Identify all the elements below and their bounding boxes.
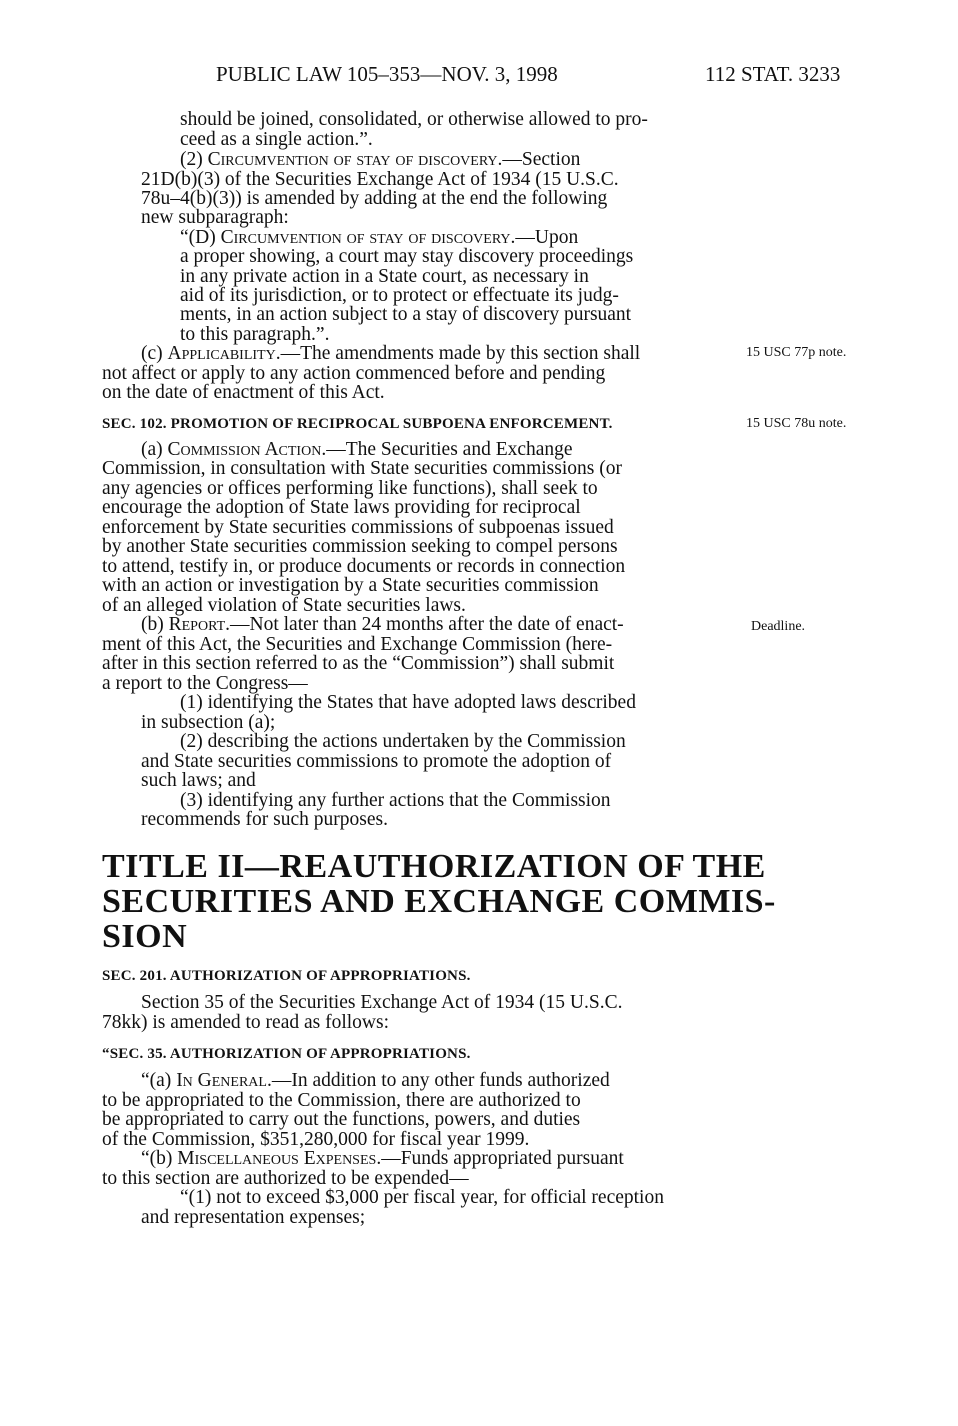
text-span: (2) [180,149,208,170]
text-line: of an alleged violation of State securities laws. [102,595,466,616]
subsection-b-heading [141,615,624,635]
title-heading-line-2: SECURITIES AND EXCHANGE COMMIS- [102,883,776,920]
text-line: a proper showing, a court may stay discovery proceedings [180,246,634,267]
text-line: recommends for such purposes. [141,809,388,830]
text-line: ments, in an action subject to a stay of discovery pursuant [180,304,632,325]
text-line: encourage the adoption of State laws providing for reciprocal [102,497,581,518]
text-span: .—The Securities and Exchange [321,439,573,460]
running-header-page: 112 STAT. 3233 [705,62,841,86]
text-line: and representation expenses; [141,1207,366,1228]
title-heading-line-3: SION [102,918,188,955]
section-201-heading: SEC. 201. AUTHORIZATION OF APPROPRIATIONS. [102,968,471,984]
text-line: be appropriated to carry out the functions, powers, and duties [102,1109,581,1130]
subsection-caption: In General [176,1070,267,1091]
text-span: “(a) [141,1070,177,1091]
paragraph-caption: Circumvention of stay of discovery [207,149,498,170]
text-span: .—Section [497,149,581,170]
text-line: in any private action in a State court, as necessary in [180,266,589,287]
subsection-caption: Applicability [167,343,276,364]
subparagraph-d-heading [180,228,578,248]
subsection-a-general-heading [141,1071,610,1091]
text-line: any agencies or offices performing like functions), shall seek to [102,478,598,499]
text-line: on the date of enactment of this Act. [102,382,385,403]
text-line: ment of this Act, the Securities and Exchange Commission (here- [102,634,613,655]
text-line: new subparagraph: [141,207,289,228]
subsection-b-expenses-heading [141,1149,624,1169]
text-line: (2) describing the actions undertaken by the Commission [180,731,626,752]
text-line: of the Commission, $351,280,000 for fiscal year 1999. [102,1129,530,1150]
text-line: and State securities commissions to promote the adoption of [141,751,612,772]
section-35-heading: “SEC. 35. AUTHORIZATION OF APPROPRIATIONS. [102,1046,471,1062]
text-line: such laws; and [141,770,256,791]
text-line: with an action or investigation by a State securities commission [102,575,599,596]
subsection-caption: Report [168,614,226,635]
text-span: (c) [141,343,168,364]
text-line: to attend, testify in, or produce documents or records in connection [102,556,626,577]
text-line: “(1) not to exceed $3,000 per fiscal year, for official reception [180,1187,664,1208]
text-line: to be appropriated to the Commission, there are authorized to [102,1090,581,1111]
text-span: .—The amendments made by this section shall [275,343,641,364]
text-line: Commission, in consultation with State securities commissions (or [102,458,622,479]
text-line: aid of its jurisdiction, or to protect or effectuate its judg- [180,285,619,306]
subsection-a-heading [141,440,573,460]
text-line: (3) identifying any further actions that the Commission [180,790,611,811]
subsection-c-heading [141,344,640,364]
text-line: to this section are authorized to be expended— [102,1168,469,1189]
text-line: a report to the Congress— [102,673,308,694]
margin-note-deadline: Deadline. [751,619,806,634]
text-line: after in this section referred to as the “Commission”) shall submit [102,653,615,674]
margin-note-usc-78u: 15 USC 78u note. [746,416,847,431]
text-line: Section 35 of the Securities Exchange Act of 1934 (15 U.S.C. [141,992,623,1013]
title-heading-line-1: TITLE II—REAUTHORIZATION OF THE [102,848,766,885]
text-line: not affect or apply to any action commenced before and pending [102,363,606,384]
text-line: in subsection (a); [141,712,276,733]
section-102-heading: SEC. 102. PROMOTION OF RECIPROCAL SUBPOENA ENFORCEMENT. [102,416,613,432]
subparagraph-caption: Circumvention of stay of discovery [220,227,511,248]
running-header-citation: PUBLIC LAW 105–353—NOV. 3, 1998 [216,62,558,86]
text-line: to this paragraph.”. [180,324,330,345]
text-span: (a) [141,439,168,460]
text-line: enforcement by State securities commissions of subpoenas issued [102,517,614,538]
text-line: 78kk) is amended to read as follows: [102,1012,390,1033]
paragraph-2-heading [180,150,580,170]
text-line: should be joined, consolidated, or otherwise allowed to pro- [180,109,648,130]
text-line: by another State securities commission seeking to compel persons [102,536,618,557]
text-line: (1) identifying the States that have adopted laws described [180,692,636,713]
text-line: 78u–4(b)(3)) is amended by adding at the end the following [141,188,608,209]
text-line: ceed as a single action.”. [180,129,373,150]
text-span: .—Upon [510,227,579,248]
text-span: “(D) [180,227,221,248]
text-span: .—In addition to any other funds authorized [266,1070,610,1091]
text-span: “(b) [141,1148,178,1169]
text-span: .—Not later than 24 months after the date of enact- [225,614,624,635]
text-span: .—Funds appropriated pursuant [376,1148,624,1169]
margin-note-usc-77p: 15 USC 77p note. [746,345,847,360]
subsection-caption: Miscellaneous Expenses [177,1148,377,1169]
text-span: (b) [141,614,169,635]
subsection-caption: Commission Action [167,439,322,460]
text-line: 21D(b)(3) of the Securities Exchange Act of 1934 (15 U.S.C. [141,169,619,190]
